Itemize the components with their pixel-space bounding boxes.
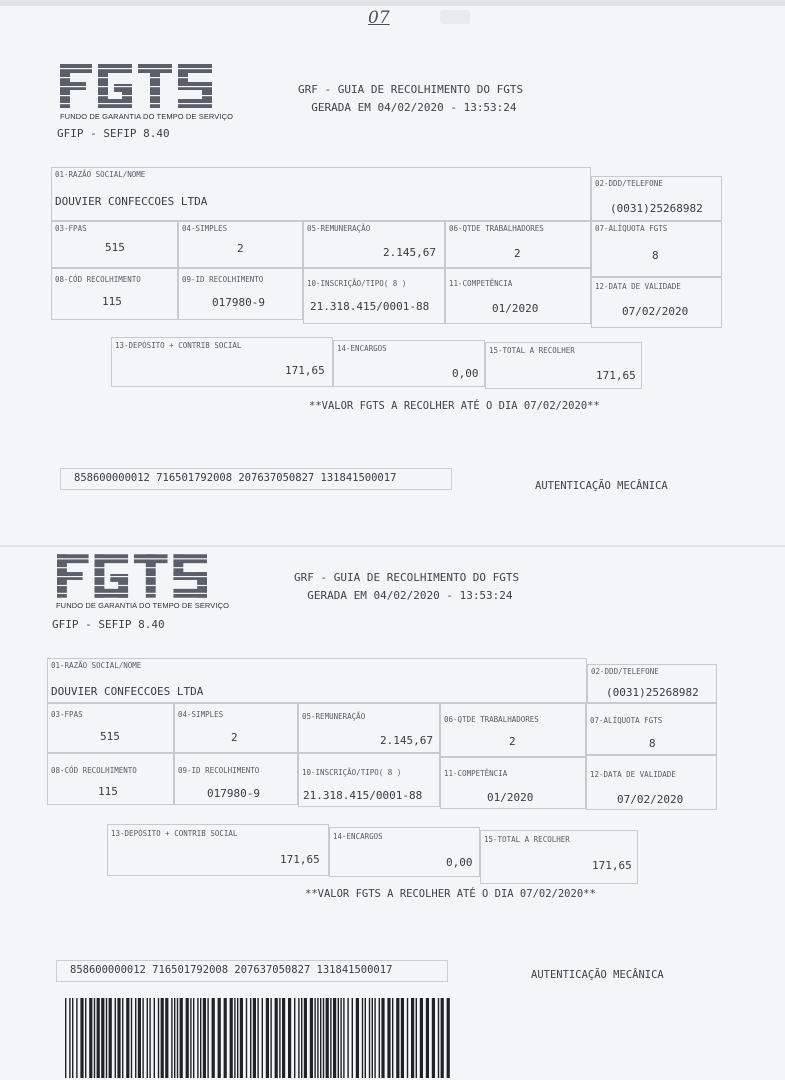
handwritten-page-number: 07 bbox=[368, 8, 390, 28]
field-fpas: 03-FPAS 515 bbox=[47, 703, 174, 753]
field-inscricao-tipo: 10-INSCRIÇÃO/TIPO( 8 ) 21.318.415/0001-88 bbox=[298, 753, 440, 807]
field-razao-social: 01-RAZÃO SOCIAL/NOME DOUVIER CONFECCOES LTDA bbox=[47, 658, 587, 703]
field-cod-recolhimento: 08-CÓD RECOLHIMENTO 115 bbox=[51, 268, 178, 320]
fgts-logo bbox=[60, 64, 212, 108]
field-total-recolher: 15-TOTAL A RECOLHER 171,65 bbox=[485, 342, 642, 389]
field-id-recolhimento: 09-ID RECOLHIMENTO 017980-9 bbox=[178, 268, 303, 320]
guia-fgts-2 bbox=[0, 490, 785, 1010]
field-razao-social: 01-RAZÃO SOCIAL/NOME DOUVIER CONFECCOES LTDA bbox=[51, 167, 591, 221]
field-id-recolhimento: 09-ID RECOLHIMENTO 017980-9 bbox=[174, 753, 298, 805]
logo-subtitle: FUNDO DE GARANTIA DO TEMPO DE SERVIÇO bbox=[60, 112, 234, 121]
field-simples: 04-SIMPLES 2 bbox=[174, 703, 298, 753]
field-telefone: 02-DDD/TELEFONE (0031)25268982 bbox=[591, 176, 722, 221]
field-deposito-contrib: 13-DEPÓSITO + CONTRIB SOCIAL 171,65 bbox=[107, 824, 329, 876]
field-data-validade: 12-DATA DE VALIDADE 07/02/2020 bbox=[586, 755, 717, 810]
field-total-recolher: 15-TOTAL A RECOLHER 171,65 bbox=[480, 830, 638, 884]
gfip-version: GFIP - SEFIP 8.40 bbox=[52, 618, 165, 631]
generated-timestamp: GERADA EM 04/02/2020 - 13:53:24 bbox=[307, 589, 513, 602]
field-remuneracao: 05-REMUNERAÇÃO 2.145,67 bbox=[303, 221, 445, 268]
field-competencia: 11-COMPETÊNCIA 01/2020 bbox=[445, 268, 591, 324]
field-aliquota-fgts: 07-ALÍQUOTA FGTS 8 bbox=[586, 703, 717, 755]
logo-subtitle: FUNDO DE GARANTIA DO TEMPO DE SERVIÇO bbox=[56, 601, 230, 610]
field-aliquota-fgts: 07-ALÍQUOTA FGTS 8 bbox=[591, 221, 722, 277]
payment-barcode bbox=[65, 998, 451, 1078]
barcode-digits: 858600000012 716501792008 207637050827 131841500017 bbox=[60, 468, 452, 490]
autenticacao-mecanica: AUTENTICAÇÃO MECÂNICA bbox=[531, 969, 664, 981]
field-encargos: 14-ENCARGOS 0,00 bbox=[329, 827, 480, 877]
field-inscricao-tipo: 10-INSCRIÇÃO/TIPO( 8 ) 21.318.415/0001-88 bbox=[303, 268, 445, 324]
field-remuneracao: 05-REMUNERAÇÃO 2.145,67 bbox=[298, 703, 440, 753]
field-qtde-trabalhadores: 06-QTDE TRABALHADORES 2 bbox=[445, 221, 591, 268]
field-qtde-trabalhadores: 06-QTDE TRABALHADORES 2 bbox=[440, 703, 586, 757]
due-notice: **VALOR FGTS A RECOLHER ATÉ O DIA 07/02/2020** bbox=[305, 888, 596, 900]
document-title: GRF - GUIA DE RECOLHIMENTO DO FGTS GERADA EM 04/02/2020 - 13:53:24 bbox=[294, 571, 520, 602]
due-notice: **VALOR FGTS A RECOLHER ATÉ O DIA 07/02/2020** bbox=[309, 400, 600, 412]
field-data-validade: 12-DATA DE VALIDADE 07/02/2020 bbox=[591, 277, 722, 328]
document-title: GRF - GUIA DE RECOLHIMENTO DO FGTS GERADA EM 04/02/2020 - 13:53:24 bbox=[298, 83, 524, 114]
field-cod-recolhimento: 08-CÓD RECOLHIMENTO 115 bbox=[47, 753, 174, 805]
field-simples: 04-SIMPLES 2 bbox=[178, 221, 303, 268]
field-encargos: 14-ENCARGOS 0,00 bbox=[333, 340, 485, 387]
barcode-digits: 858600000012 716501792008 207637050827 131841500017 bbox=[56, 960, 448, 982]
guia-fgts-1 bbox=[0, 0, 785, 520]
gfip-version: GFIP - SEFIP 8.40 bbox=[57, 127, 170, 140]
generated-timestamp: GERADA EM 04/02/2020 - 13:53:24 bbox=[311, 101, 517, 114]
autenticacao-mecanica: AUTENTICAÇÃO MECÂNICA bbox=[535, 480, 668, 492]
field-fpas: 03-FPAS 515 bbox=[51, 221, 178, 268]
field-competencia: 11-COMPETÊNCIA 01/2020 bbox=[440, 757, 586, 809]
field-telefone: 02-DDD/TELEFONE (0031)25268982 bbox=[587, 664, 717, 703]
fgts-logo bbox=[57, 554, 207, 598]
field-deposito-contrib: 13-DEPÓSITO + CONTRIB SOCIAL 171,65 bbox=[111, 337, 333, 387]
